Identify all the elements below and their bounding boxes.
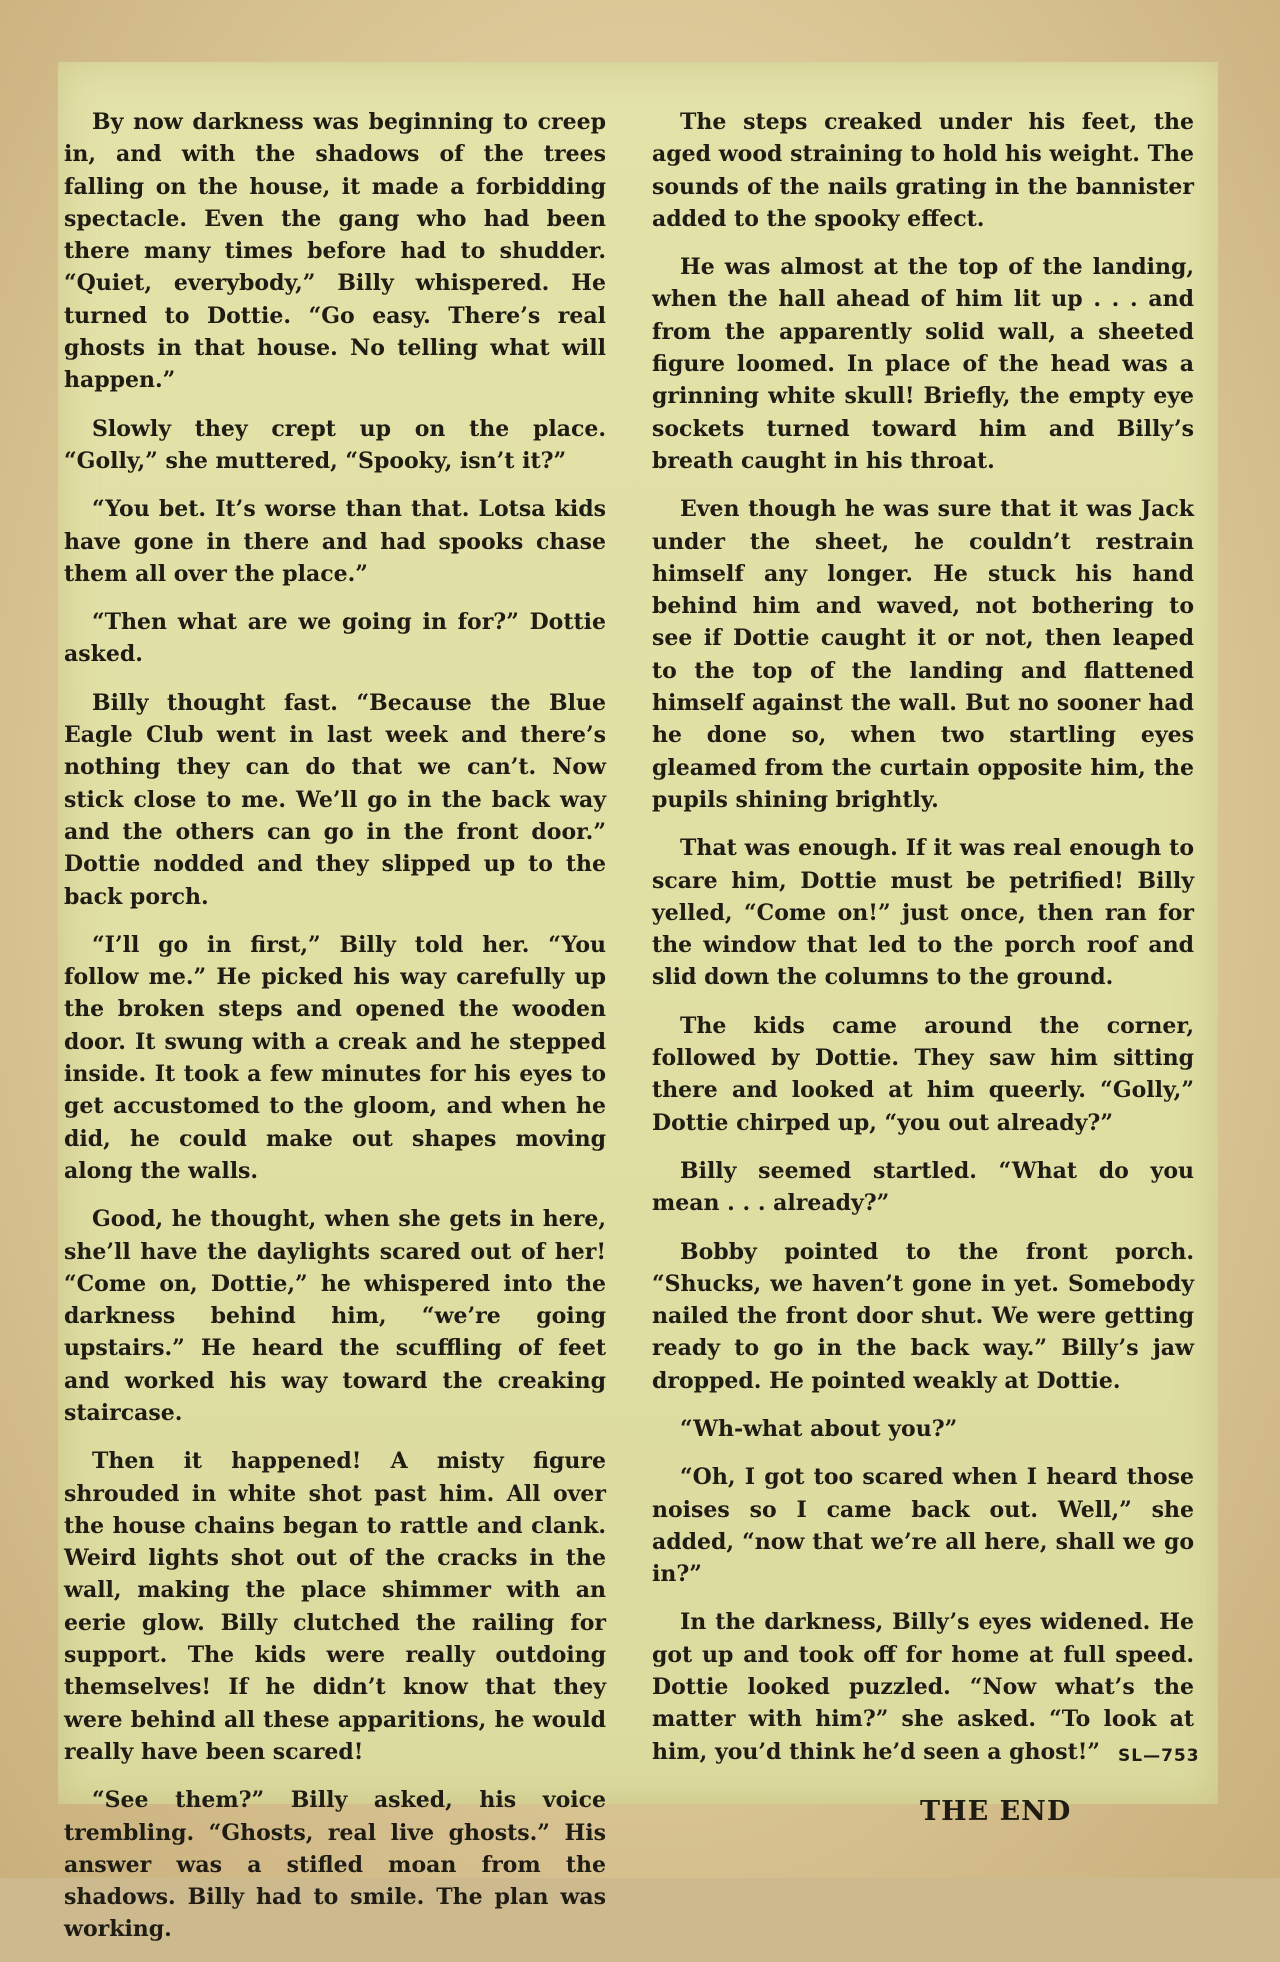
paragraph: Good, he thought, when she gets in here, she’ll have the daylights scared out of her! “Come on, Dottie,” he whispered into the darkness behind him, “we’re going upstairs.” He heard the scuffling of feet and worked his way toward the creaking staircase. — [64, 1206, 606, 1426]
paragraph: “Oh, I got too scared when I heard those noises so I came back out. Well,” she added, “now that we’re all here, shall we go in?” — [652, 1464, 1194, 1588]
paragraph: Slowly they crept up on the place. “Golly,” she muttered, “Spooky, isn’t it?” — [64, 415, 606, 474]
paragraph: Then it happened! A misty figure shrouded in white shot past him. All over the house chains began to rattle and clank. Weird lights shot out of the cracks in the wall, making the place shimmer with an eerie glow. Billy clutched the railing for support. The kids were really outdoing themselves! If he didn’t know that they were behind all these apparitions, he would really have been scared! — [64, 1448, 606, 1765]
paragraph: The steps creaked under his feet, the aged wood straining to hold his weight. The sounds of the nails grating in the bannister added to the spooky effect. — [652, 109, 1194, 232]
paragraph: “Wh-what about you?” — [680, 1415, 958, 1442]
paragraph: Billy thought fast. “Because the Blue Eagle Club went in last week and there’s nothing they can do that we can’t. Now stick close to me. We’ll go in the back way and the others can go in the front door.” Dottie nodded and they slipped up to the back porch. — [64, 689, 606, 910]
paragraph: “I’ll go in first,” Billy told her. “You follow me.” He picked his way carefully up the broken steps and opened the wooden door. It swung with a creak and he stepped inside. It took a few minutes for his eyes to get accustomed to the gloom, and when he did, he could make out shapes moving along the walls. — [64, 931, 606, 1184]
right-column — [652, 106, 1194, 1784]
left-column — [64, 106, 606, 1962]
paragraph: “See them?” Billy asked, his voice trembling. “Ghosts, real live ghosts.” His answer was a stifled moan from the shadows. Billy had to smile. The plan was working. — [64, 1787, 606, 1943]
the-end-label: THE END — [920, 1796, 1072, 1827]
story-code: SL—753 — [1118, 1746, 1200, 1766]
paragraph: “Then what are we going in for?” Dottie asked. — [64, 609, 606, 668]
paragraph: By now darkness was beginning to creep in, and with the shadows of the trees falling on the house, it made a forbidding spectacle. Even the gang who had been there many times before had to shudder. “Quiet, everybody,” Billy whispered. He turned to Dottie. “Go easy. There’s real ghosts in that house. No telling what will happen.” — [64, 109, 606, 394]
paragraph: He was almost at the top of the landing, when the hall ahead of him lit up . . . and from the apparently solid wall, a sheeted figure loomed. In place of the head was a grinning white skull! Briefly, the empty eye sockets turned toward him and Billy’s breath caught in his throat. — [652, 254, 1194, 474]
paragraph: The kids came around the corner, followed by Dottie. They saw him sitting there and looked at him queerly. “Golly,” Dottie chirped up, “you out already?” — [652, 1012, 1194, 1136]
paragraph: Bobby pointed to the front porch. “Shucks, we haven’t gone in yet. Somebody nailed the front door shut. We were getting ready to go in the back way.” Billy’s jaw dropped. He pointed weakly at Dottie. — [652, 1238, 1194, 1394]
text-panel — [58, 62, 1218, 1943]
paragraph: That was enough. If it was real enough to scare him, Dottie must be petrified! Billy yelled, “Come on!” just once, then ran for the window that led to the porch roof and slid down the columns to the ground. — [652, 835, 1194, 991]
paragraph: Billy seemed startled. “What do you mean . . . already?” — [652, 1157, 1194, 1217]
paragraph: Even though he was sure that it was Jack under the sheet, he couldn’t restrain himself any longer. He stuck his hand behind him and waved, not bothering to see if Dottie caught it or not, then leaped to the top of the landing and flattened himself against the wall. But no sooner had he done so, when two startling eyes gleamed from the curtain opposite him, the pupils shining brightly. — [652, 496, 1194, 813]
paragraph: “You bet. It’s worse than that. Lotsa kids have gone in there and had spooks chase them all over the place.” — [64, 496, 606, 587]
paragraph: In the darkness, Billy’s eyes widened. He got up and took off for home at full speed. Dottie looked puzzled. “Now what’s the matter with him?” she asked. “To look at him, you’d think he’d seen a ghost!” — [652, 1609, 1194, 1765]
